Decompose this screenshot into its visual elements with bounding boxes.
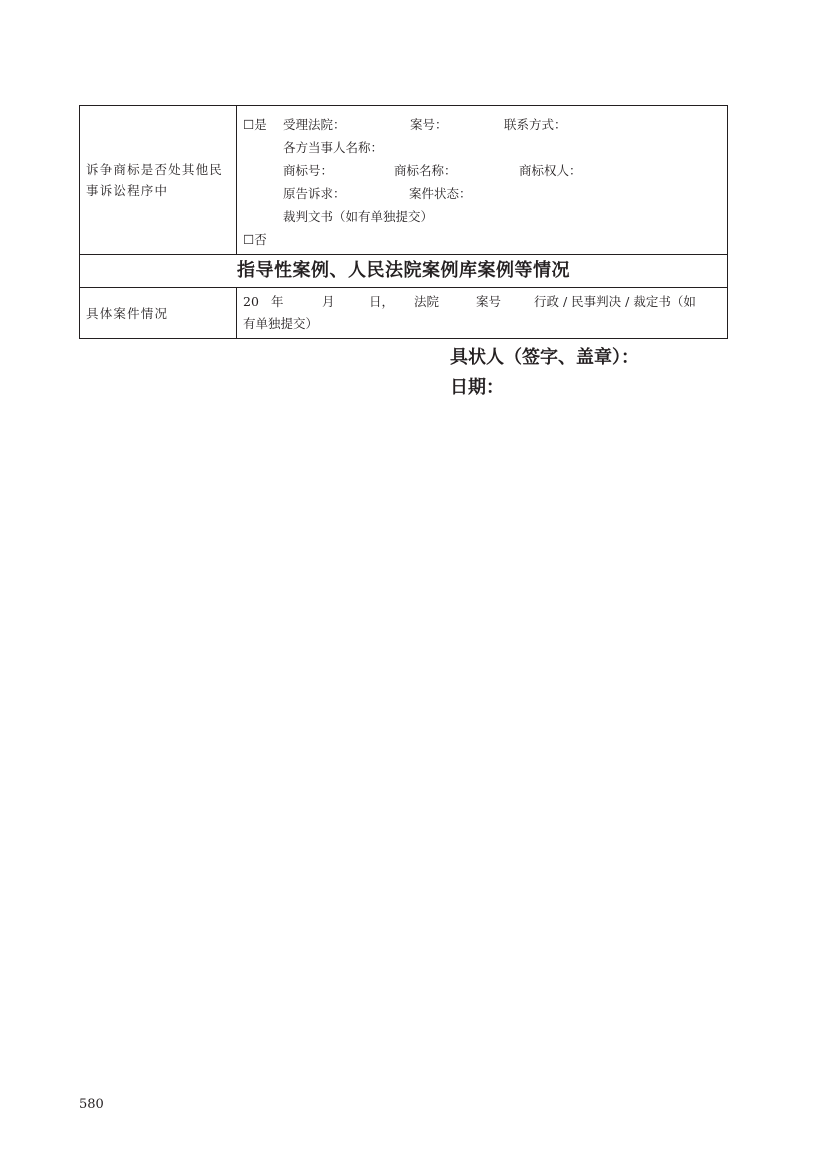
trademark-line <box>243 159 727 182</box>
claim-field[interactable]: 原告诉求： <box>283 186 346 201</box>
case-nian: 年 <box>271 294 284 309</box>
signer-line[interactable]: 具状人（签字、盖章）： <box>450 347 639 368</box>
date-line[interactable]: 日期： <box>450 377 504 398</box>
case-label: 具体案件情况 <box>80 288 237 339</box>
case-number[interactable]: 案号 <box>476 294 502 309</box>
case-details[interactable] <box>237 288 728 339</box>
trademark-number-field[interactable]: 商标号： <box>283 163 334 178</box>
section-row <box>80 255 728 288</box>
parties-field[interactable]: 各方当事人名称： <box>283 140 384 155</box>
no-checkbox[interactable]: ☐否 <box>243 232 267 247</box>
page-number: 580 <box>79 1097 104 1112</box>
litigation-label: 诉争商标是否处其他民事诉讼程序中 <box>80 106 237 255</box>
contact-field[interactable]: 联系方式： <box>504 117 567 132</box>
case-yue: 月 <box>322 294 335 309</box>
case-doc-types: 行政 / 民事判决 / 裁定书（如 <box>534 294 696 309</box>
judgment-line <box>243 205 727 228</box>
case-date-line <box>243 291 721 313</box>
form-table <box>79 105 728 339</box>
parties-line <box>243 136 727 159</box>
case-number-field[interactable]: 案号： <box>410 117 448 132</box>
litigation-details <box>237 106 728 255</box>
claim-line <box>243 182 727 205</box>
case-status-field[interactable]: 案件状态： <box>409 186 472 201</box>
signature-block <box>450 343 639 403</box>
no-line <box>243 228 727 251</box>
yes-checkbox[interactable]: ☐是 <box>243 117 267 132</box>
trademark-name-field[interactable]: 商标名称： <box>394 163 457 178</box>
case-doc-continuation: 有单独提交） <box>243 316 319 331</box>
yes-line <box>243 113 727 136</box>
section-title: 指导性案例、人民法院案例库案例等情况 <box>80 255 728 288</box>
litigation-row <box>80 106 728 255</box>
judgment-field[interactable]: 裁判文书（如有单独提交） <box>283 209 434 224</box>
case-court[interactable]: 法院 <box>414 294 440 309</box>
case-row <box>80 288 728 339</box>
case-ri: 日， <box>369 294 395 309</box>
case-year[interactable]: 20 <box>243 294 259 309</box>
court-field[interactable]: 受理法院： <box>283 117 346 132</box>
trademark-owner-field[interactable]: 商标权人： <box>519 163 582 178</box>
